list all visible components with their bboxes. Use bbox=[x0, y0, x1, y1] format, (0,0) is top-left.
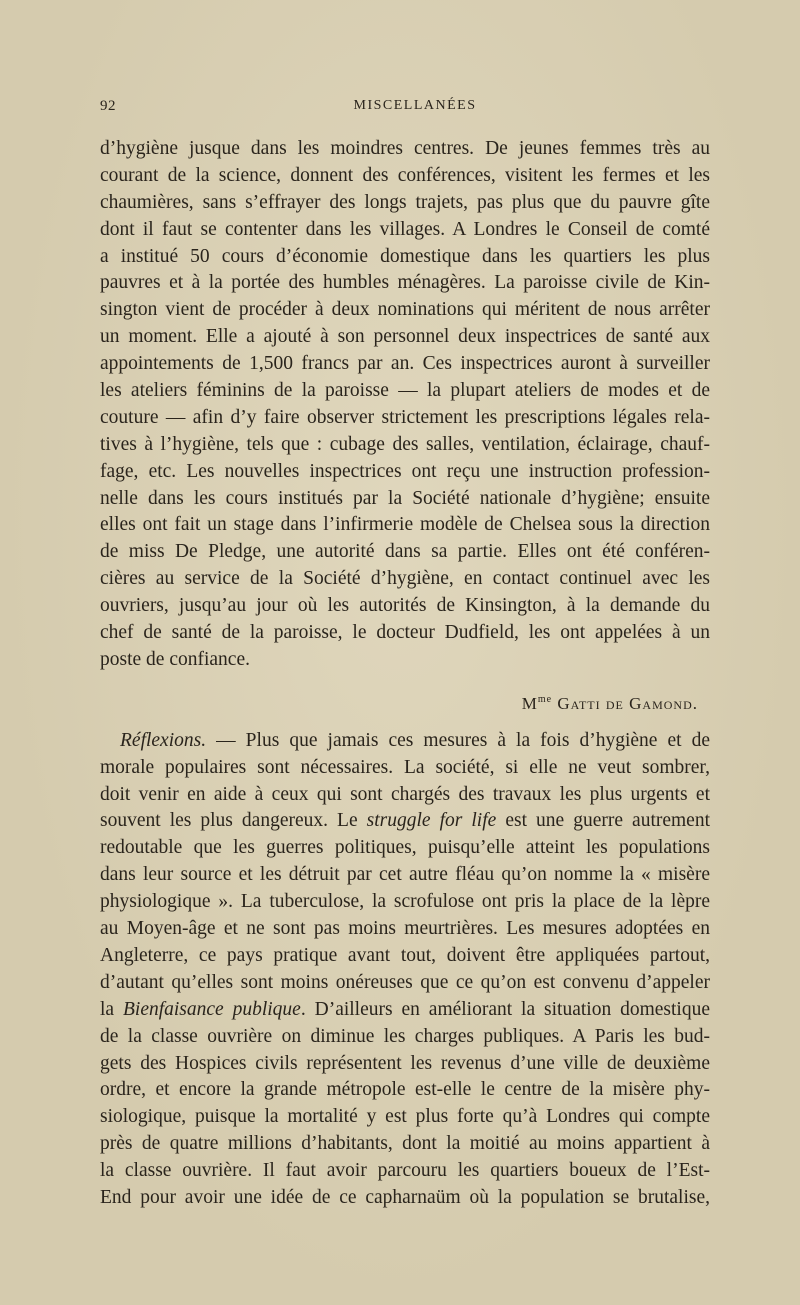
text-line: dans leur source et les détruit par cet autre fléau qu’on nomme la « misère bbox=[100, 864, 710, 886]
text-line: fage, etc. Les nouvelles inspectrices ont reçu une instruction profession- bbox=[100, 460, 710, 482]
text-line: couture — afin d’y faire observer strictement les prescriptions légales rela- bbox=[100, 406, 710, 428]
text-segment: la bbox=[100, 998, 123, 1020]
text-line: redoutable que les guerres politiques, puisqu’elle atteint les populations bbox=[100, 837, 710, 859]
page-number: 92 bbox=[100, 98, 116, 114]
text-line: a institué 50 cours d’économie domestique dans les quartiers les plus bbox=[100, 245, 710, 267]
text-line: courant de la science, donnent des conférences, visitent les fermes et les bbox=[100, 164, 710, 186]
text-segment: — Plus que jamais ces mesures à la fois d’hygiène et de bbox=[206, 729, 710, 751]
text-line: Angleterre, ce pays pratique avant tout, doivent être appliquées partout, bbox=[100, 944, 710, 966]
text-line: cières au service de la Société d’hygiène, en contact continuel avec les bbox=[100, 568, 710, 590]
text-line: tives à l’hygiène, tels que : cubage des salles, ventilation, éclairage, chauf- bbox=[100, 433, 710, 455]
text-line: End pour avoir une idée de ce capharnaüm où la population se brutalise, bbox=[100, 1186, 710, 1208]
text-line: au Moyen-âge et ne sont pas moins meurtrières. Les mesures adoptées en bbox=[100, 918, 710, 940]
text-line: les ateliers féminins de la paroisse — la plupart ateliers de modes et de bbox=[100, 380, 710, 402]
author-signature bbox=[100, 680, 710, 720]
text-line: appointements de 1,500 francs par an. Ces inspectrices auront à surveiller bbox=[100, 353, 710, 375]
text-line: chef de santé de la paroisse, le docteur Dudfield, les ont appelées à un bbox=[100, 622, 710, 644]
italic-phrase: Bienfaisance publique bbox=[122, 998, 301, 1020]
text-segment: souvent les plus dangereux. Le bbox=[100, 810, 367, 832]
text-line: dont il faut se contenter dans les villages. A Londres le Conseil de comté bbox=[100, 218, 710, 240]
body-text bbox=[100, 136, 710, 1212]
text-line: pauvres et à la portée des humbles ménagères. La paroisse civile de Kin- bbox=[100, 272, 710, 294]
text-segment: . D’ailleurs en améliorant la situation domestique bbox=[300, 998, 710, 1020]
paragraph-reflexions bbox=[100, 728, 710, 1212]
paragraph-hygiene bbox=[100, 136, 710, 674]
text-line: siologique, puisque la mortalité y est plus forte qu’à Londres qui compte bbox=[100, 1106, 710, 1128]
text-line: poste de confiance. bbox=[100, 648, 250, 670]
text-line: près de quatre millions d’habitants, dont la moitié au moins appartient à bbox=[100, 1133, 710, 1155]
text-line: nelle dans les cours institués par la Société nationale d’hygiène; ensuite bbox=[100, 487, 710, 509]
text-line: morale populaires sont nécessaires. La société, si elle ne veut sombrer, bbox=[100, 756, 710, 778]
text-line: sington vient de procéder à deux nominations qui méritent de nous arrêter bbox=[100, 299, 710, 321]
page-header bbox=[100, 98, 710, 120]
text-line: doit venir en aide à ceux qui sont chargés des travaux les plus urgents et bbox=[100, 783, 710, 805]
text-line: ordre, et encore la grande métropole est-elle le centre de la misère phy- bbox=[100, 1079, 710, 1101]
signature-prefix: M bbox=[521, 693, 538, 713]
italic-phrase: struggle for life bbox=[366, 810, 497, 832]
text-line: d’autant qu’elles sont moins onéreuses que ce qu’on est convenu d’appeler bbox=[100, 971, 710, 993]
signature-name: Gatti de Gamond. bbox=[557, 693, 698, 713]
text-line-heading bbox=[100, 728, 710, 755]
text-line: la classe ouvrière. Il faut avoir parcouru les quartiers boueux de l’Est- bbox=[100, 1160, 710, 1182]
text-segment: est une guerre autrement bbox=[496, 810, 710, 832]
text-line-bienfaisance bbox=[100, 997, 710, 1024]
section-heading: Réflexions. bbox=[120, 729, 207, 751]
text-line: chaumières, sans s’effrayer des longs trajets, pas plus que du pauvre gîte bbox=[100, 191, 710, 213]
text-line-struggle bbox=[100, 808, 710, 835]
text-line: d’hygiène jusque dans les moindres centres. De jeunes femmes très au bbox=[100, 138, 710, 159]
text-line: ouvriers, jusqu’au jour où les autorités de Kinsington, à la demande du bbox=[100, 595, 710, 617]
text-line: physiologique ». La tuberculose, la scrofulose ont pris la place de la lèpre bbox=[100, 891, 710, 913]
running-head: MISCELLANÉES bbox=[353, 98, 477, 113]
text-line: de miss De Pledge, une autorité dans sa partie. Elles ont été conféren- bbox=[100, 541, 710, 563]
text-line: elles ont fait un stage dans l’infirmerie modèle de Chelsea sous la direction bbox=[100, 514, 710, 536]
text-line: gets des Hospices civils représentent les revenus d’une ville de deuxième bbox=[100, 1052, 710, 1074]
text-line: de la classe ouvrière on diminue les charges publiques. A Paris les bud- bbox=[100, 1025, 710, 1047]
text-line: un moment. Elle a ajouté à son personnel deux inspectrices de santé aux bbox=[100, 326, 710, 348]
signature-superscript: me bbox=[537, 693, 553, 705]
